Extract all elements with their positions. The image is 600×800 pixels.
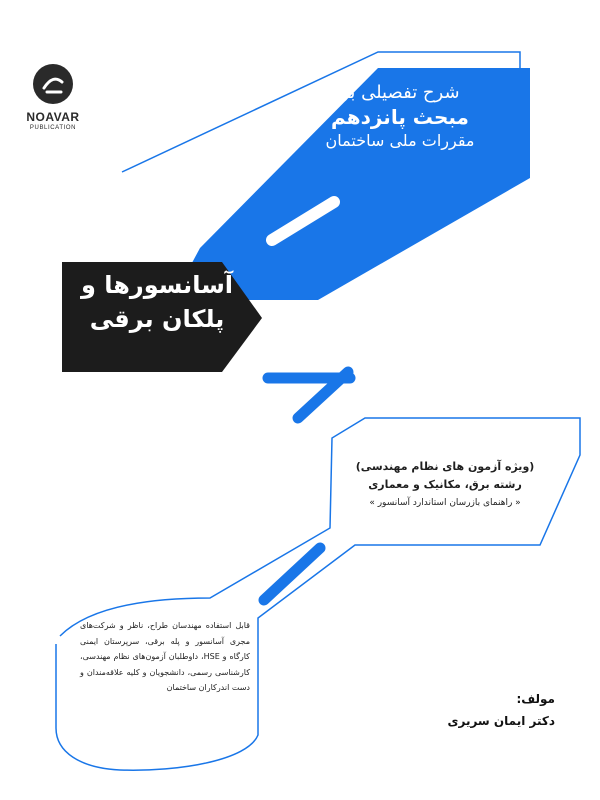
- noavar-logo-icon: [31, 62, 75, 106]
- audience-text: قابل استفاده مهندسان طراح، ناظر و شرکت‌های مجری آسانسور و پله برقی، سرپرستان ایمنی کارگاه و HSE، داوطلبان آزمون‌های نظام مهندسی، کارشناسی رسمی، دانشجویان و کلیه علاقه‌مندان و دست اندرکاران ساختمان: [80, 621, 250, 692]
- publisher-subtitle: PUBLICATION: [29, 125, 77, 131]
- author-name: دکتر ایمان سریری: [447, 714, 555, 728]
- book-title: [64, 268, 250, 336]
- book-subtitle: [300, 82, 500, 152]
- subtitle-line-3: مقررات ملی ساختمان: [325, 131, 475, 150]
- exam-info-line-1: (ویژه آزمون های نظام مهندسی): [355, 460, 535, 473]
- exam-info: [330, 458, 560, 512]
- author-label: مولف:: [516, 692, 555, 706]
- title-line-1: آسانسورها و: [80, 271, 234, 299]
- publisher-logo: [18, 62, 88, 132]
- title-line-2: پلکان برقی: [89, 305, 225, 333]
- exam-info-line-2: رشته برق، مکانیک و معماری: [368, 478, 522, 491]
- subtitle-line-2: مبحث پانزدهم: [331, 105, 469, 129]
- publisher-name: NOAVAR: [26, 110, 80, 124]
- exam-info-line-3: « راهنمای بازرسان استاندارد آسانسور »: [369, 498, 521, 508]
- author-block: [395, 688, 555, 732]
- subtitle-line-1: شرح تفصیلی بر: [340, 82, 460, 103]
